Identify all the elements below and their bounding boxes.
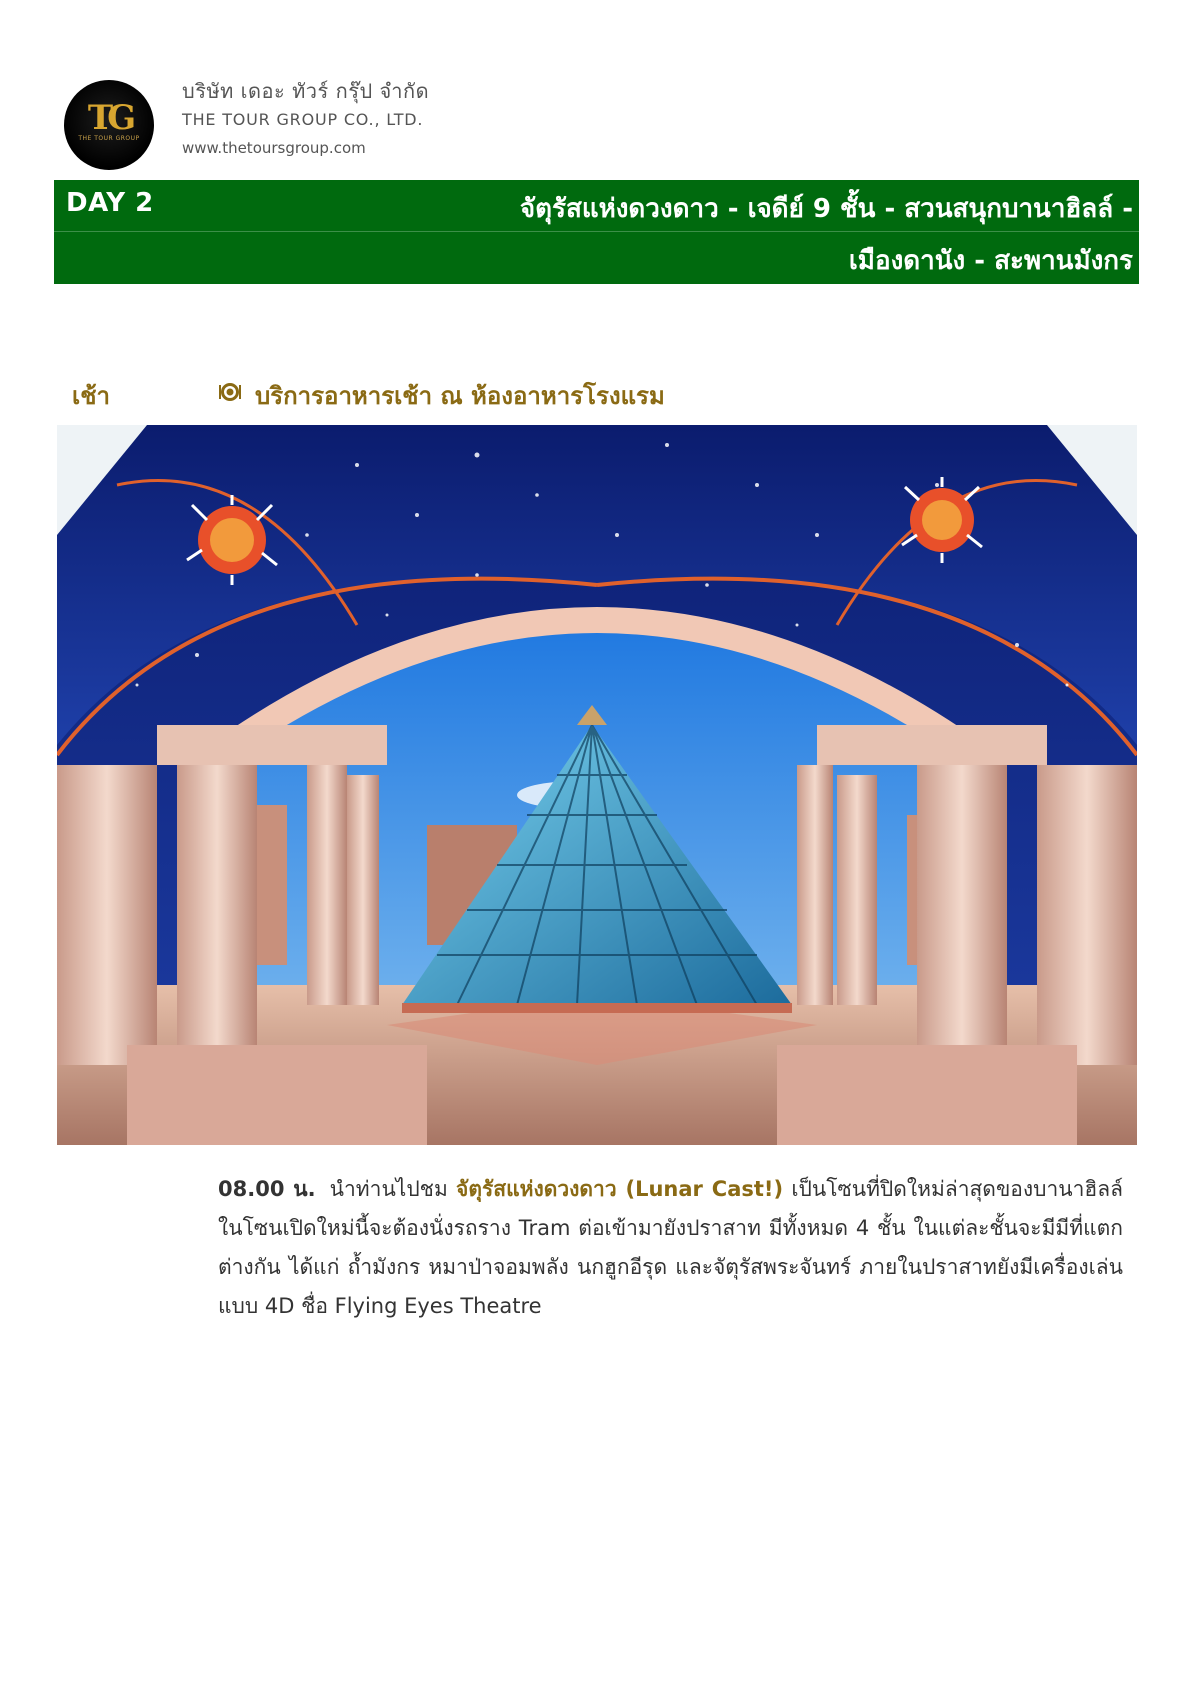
plate-cutlery-icon bbox=[218, 382, 242, 402]
day-banner bbox=[54, 180, 1139, 284]
day-title-line2: เมืองดานัง - สะพานมังกร bbox=[848, 246, 1133, 276]
itinerary-text-after: เป็นโซนที่ปิดใหม่ล่าสุดของบานาฮิลล์ ในโซนเปิดใหม่นี้จะต้องนั่งรถราง Tram ต่อเข้ามายังปราสาท มีทั้งหมด 4 ชั้น ในแต่ละชั้นจะมีมีที่แตกต่างกัน ได้แก่ ถ้ำมังกร หมาป่าจอมพลัง นกฮูกอีรุด และจัตุรัสพระจันทร์ ภายในปราสาทยังมีเครื่องเล่นแบบ 4D ชื่อ Flying Eyes Theatre bbox=[218, 1177, 1123, 1318]
logo-letters: TG bbox=[87, 98, 131, 138]
photo-illustration bbox=[57, 425, 1137, 1145]
company-name-english: THE TOUR GROUP CO., LTD. bbox=[182, 110, 424, 129]
company-name-thai: บริษัท เดอะ ทัวร์ กรุ๊ป จำกัด bbox=[182, 79, 430, 103]
day-title-line1: จัตุรัสแห่งดวงดาว - เจดีย์ 9 ชั้น - สวนสนุกบานาฮิลล์ - bbox=[519, 194, 1133, 224]
meal-time: เช้า bbox=[72, 382, 110, 410]
company-header bbox=[64, 76, 864, 172]
itinerary-text-before: นำท่านไปชม bbox=[329, 1177, 457, 1201]
itinerary-time: 08.00 น. bbox=[218, 1177, 316, 1201]
meal-description: บริการอาหารเช้า ณ ห้องอาหารโรงแรม bbox=[255, 382, 665, 410]
company-info bbox=[182, 76, 429, 162]
day-banner-row bbox=[54, 180, 1139, 232]
logo-subtext: THE TOUR GROUP bbox=[78, 135, 140, 142]
company-website[interactable]: www.thetoursgroup.com bbox=[182, 139, 366, 157]
day-label: DAY 2 bbox=[66, 188, 154, 218]
lunar-castle-photo bbox=[57, 425, 1137, 1145]
meal-row bbox=[72, 376, 972, 410]
itinerary-highlight: จัตุรัสแห่งดวงดาว (Lunar Cast!) bbox=[456, 1177, 784, 1201]
itinerary-description bbox=[218, 1170, 1123, 1326]
company-logo bbox=[64, 80, 154, 170]
